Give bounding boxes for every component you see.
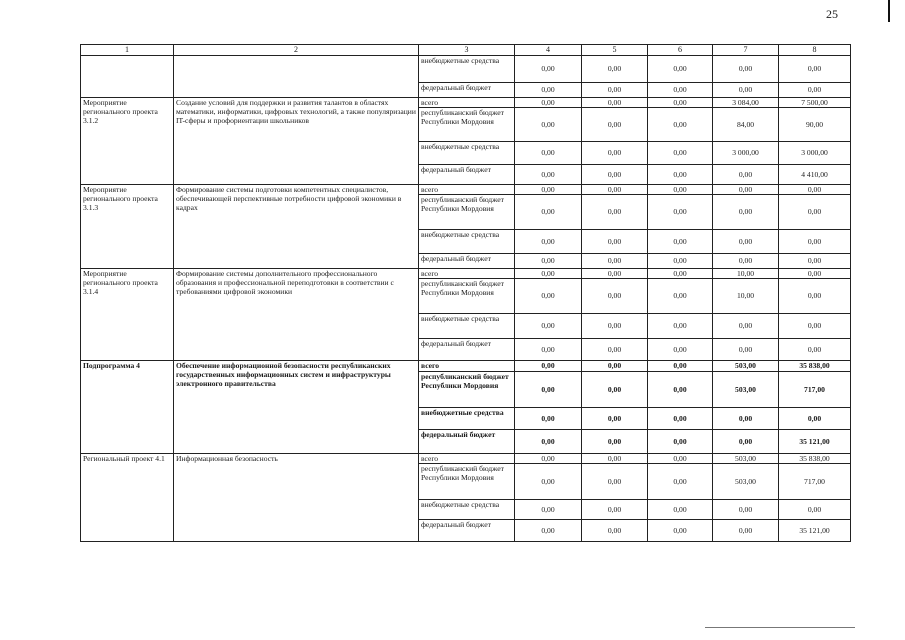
amount-cell: 0,00	[582, 229, 648, 253]
amount-cell: 4 410,00	[779, 164, 851, 184]
amount-cell: 0,00	[713, 338, 779, 360]
amount-cell: 0,00	[648, 141, 713, 164]
page-number: 25	[826, 7, 838, 21]
funding-source-cell: федеральный бюджет	[419, 164, 515, 184]
amount-cell: 0,00	[648, 164, 713, 184]
amount-cell: 35 121,00	[779, 520, 851, 542]
amount-cell: 3 000,00	[713, 141, 779, 164]
amount-cell: 0,00	[582, 313, 648, 338]
funding-source-cell: республиканский бюджет Республики Мордовия	[419, 107, 515, 141]
amount-cell: 35 121,00	[779, 429, 851, 453]
amount-cell: 0,00	[779, 194, 851, 229]
amount-cell: 0,00	[779, 313, 851, 338]
amount-cell: 0,00	[648, 338, 713, 360]
amount-cell: 0,00	[582, 184, 648, 194]
amount-cell: 0,00	[515, 107, 582, 141]
funding-source-cell: всего	[419, 184, 515, 194]
amount-cell: 0,00	[515, 55, 582, 82]
amount-cell: 0,00	[648, 55, 713, 82]
amount-cell: 0,00	[713, 229, 779, 253]
amount-cell: 0,00	[515, 278, 582, 313]
amount-cell: 0,00	[515, 97, 582, 107]
amount-cell: 0,00	[779, 407, 851, 429]
amount-cell: 0,00	[713, 194, 779, 229]
item-description-cell: Формирование системы дополнительного профессионального образования и профессиональной переподготовки в соответствии с требованиями цифровой экономики	[174, 268, 419, 360]
amount-cell: 0,00	[648, 360, 713, 371]
funding-source-cell: республиканский бюджет Республики Мордовия	[419, 278, 515, 313]
table-row	[81, 268, 851, 278]
item-name-cell: Подпрограмма 4	[81, 360, 174, 453]
amount-cell: 0,00	[648, 453, 713, 463]
amount-cell: 0,00	[648, 184, 713, 194]
amount-cell: 503,00	[713, 360, 779, 371]
amount-cell: 10,00	[713, 278, 779, 313]
amount-cell: 0,00	[648, 107, 713, 141]
amount-cell: 0,00	[515, 338, 582, 360]
amount-cell: 0,00	[648, 253, 713, 268]
column-header: 5	[582, 45, 648, 56]
item-name-cell: Региональный проект 4.1	[81, 453, 174, 541]
amount-cell: 0,00	[648, 229, 713, 253]
amount-cell: 0,00	[582, 429, 648, 453]
amount-cell: 0,00	[779, 268, 851, 278]
amount-cell: 0,00	[515, 464, 582, 500]
amount-cell: 3 000,00	[779, 141, 851, 164]
amount-cell: 0,00	[515, 313, 582, 338]
column-header: 3	[419, 45, 515, 56]
amount-cell: 0,00	[779, 82, 851, 97]
amount-cell: 0,00	[648, 313, 713, 338]
amount-cell: 0,00	[515, 360, 582, 371]
amount-cell: 3 084,00	[713, 97, 779, 107]
column-header: 1	[81, 45, 174, 56]
amount-cell: 0,00	[582, 371, 648, 407]
item-name-cell: Мероприятие регионального проекта 3.1.4	[81, 268, 174, 360]
amount-cell: 0,00	[582, 55, 648, 82]
funding-source-cell: республиканский бюджет Республики Мордовия	[419, 194, 515, 229]
amount-cell: 0,00	[515, 253, 582, 268]
amount-cell: 0,00	[713, 164, 779, 184]
item-description-cell: Обеспечение информационной безопасности республиканских государственных информационных систем и инфраструктуры электронного правительства	[174, 360, 419, 453]
amount-cell: 0,00	[582, 82, 648, 97]
funding-source-cell: всего	[419, 268, 515, 278]
amount-cell: 35 838,00	[779, 453, 851, 463]
amount-cell: 0,00	[648, 82, 713, 97]
amount-cell: 0,00	[582, 407, 648, 429]
item-description-cell: Информационная безопасность	[174, 453, 419, 541]
funding-source-cell: федеральный бюджет	[419, 429, 515, 453]
amount-cell: 7 500,00	[779, 97, 851, 107]
amount-cell: 0,00	[582, 268, 648, 278]
amount-cell: 503,00	[713, 371, 779, 407]
amount-cell: 0,00	[648, 500, 713, 520]
amount-cell: 0,00	[713, 429, 779, 453]
amount-cell: 503,00	[713, 464, 779, 500]
amount-cell: 0,00	[582, 253, 648, 268]
amount-cell: 0,00	[582, 194, 648, 229]
amount-cell: 0,00	[779, 253, 851, 268]
amount-cell: 0,00	[648, 278, 713, 313]
amount-cell: 0,00	[713, 520, 779, 542]
funding-source-cell: республиканский бюджет Республики Мордовия	[419, 464, 515, 500]
amount-cell: 0,00	[582, 107, 648, 141]
amount-cell: 0,00	[515, 500, 582, 520]
amount-cell: 503,00	[713, 453, 779, 463]
page-edge-mark	[888, 0, 890, 22]
column-header: 4	[515, 45, 582, 56]
amount-cell: 0,00	[515, 194, 582, 229]
funding-source-cell: всего	[419, 360, 515, 371]
footer-rule	[705, 627, 855, 628]
amount-cell: 0,00	[713, 313, 779, 338]
item-name-cell: Мероприятие регионального проекта 3.1.3	[81, 184, 174, 268]
amount-cell: 0,00	[779, 278, 851, 313]
item-description-cell: Формирование системы подготовки компетентных специалистов, обеспечивающей перспективные потребности цифровой экономики в кадрах	[174, 184, 419, 268]
amount-cell: 0,00	[582, 338, 648, 360]
amount-cell: 717,00	[779, 371, 851, 407]
column-header: 8	[779, 45, 851, 56]
amount-cell: 0,00	[779, 184, 851, 194]
amount-cell: 0,00	[713, 500, 779, 520]
item-name-cell	[81, 55, 174, 97]
column-header: 7	[713, 45, 779, 56]
amount-cell: 0,00	[779, 55, 851, 82]
item-name-cell: Мероприятие регионального проекта 3.1.2	[81, 97, 174, 184]
amount-cell: 0,00	[713, 82, 779, 97]
amount-cell: 0,00	[582, 164, 648, 184]
amount-cell: 0,00	[582, 278, 648, 313]
amount-cell: 0,00	[648, 371, 713, 407]
column-header: 2	[174, 45, 419, 56]
funding-source-cell: федеральный бюджет	[419, 253, 515, 268]
funding-source-cell: всего	[419, 97, 515, 107]
amount-cell: 0,00	[713, 253, 779, 268]
funding-source-cell: внебюджетные средства	[419, 407, 515, 429]
amount-cell: 90,00	[779, 107, 851, 141]
amount-cell: 0,00	[648, 268, 713, 278]
table-row	[81, 55, 851, 82]
amount-cell: 0,00	[515, 453, 582, 463]
funding-source-cell: внебюджетные средства	[419, 229, 515, 253]
amount-cell: 0,00	[648, 194, 713, 229]
amount-cell: 0,00	[582, 500, 648, 520]
amount-cell: 0,00	[582, 141, 648, 164]
amount-cell: 0,00	[648, 464, 713, 500]
amount-cell: 10,00	[713, 268, 779, 278]
column-number-row	[81, 45, 851, 56]
table-row	[81, 453, 851, 463]
amount-cell: 0,00	[582, 453, 648, 463]
amount-cell: 0,00	[515, 184, 582, 194]
amount-cell: 84,00	[713, 107, 779, 141]
amount-cell: 0,00	[582, 520, 648, 542]
funding-source-cell: федеральный бюджет	[419, 82, 515, 97]
amount-cell: 0,00	[713, 407, 779, 429]
amount-cell: 0,00	[515, 407, 582, 429]
amount-cell: 0,00	[515, 82, 582, 97]
amount-cell: 0,00	[713, 184, 779, 194]
item-description-cell: Создание условий для поддержки и развития талантов в областях математики, информатики, цифровых технологий, а также популяризации IT-сферы и профориентации школьников	[174, 97, 419, 184]
amount-cell: 0,00	[648, 520, 713, 542]
funding-source-cell: внебюджетные средства	[419, 55, 515, 82]
table-row	[81, 184, 851, 194]
amount-cell: 0,00	[648, 97, 713, 107]
amount-cell: 717,00	[779, 464, 851, 500]
amount-cell: 0,00	[713, 55, 779, 82]
column-header: 6	[648, 45, 713, 56]
amount-cell: 0,00	[779, 500, 851, 520]
funding-source-cell: всего	[419, 453, 515, 463]
funding-source-cell: внебюджетные средства	[419, 500, 515, 520]
amount-cell: 0,00	[779, 338, 851, 360]
amount-cell: 0,00	[582, 464, 648, 500]
amount-cell: 0,00	[515, 429, 582, 453]
amount-cell: 0,00	[515, 229, 582, 253]
item-description-cell	[174, 55, 419, 97]
amount-cell: 0,00	[648, 407, 713, 429]
amount-cell: 0,00	[515, 268, 582, 278]
amount-cell: 0,00	[515, 164, 582, 184]
funding-source-cell: внебюджетные средства	[419, 313, 515, 338]
amount-cell: 0,00	[779, 229, 851, 253]
budget-table	[80, 44, 851, 542]
funding-source-cell: федеральный бюджет	[419, 338, 515, 360]
amount-cell: 35 838,00	[779, 360, 851, 371]
amount-cell: 0,00	[582, 97, 648, 107]
funding-source-cell: внебюджетные средства	[419, 141, 515, 164]
funding-source-cell: федеральный бюджет	[419, 520, 515, 542]
funding-source-cell: республиканский бюджет Республики Мордовия	[419, 371, 515, 407]
amount-cell: 0,00	[515, 371, 582, 407]
amount-cell: 0,00	[515, 520, 582, 542]
amount-cell: 0,00	[515, 141, 582, 164]
amount-cell: 0,00	[648, 429, 713, 453]
table-row	[81, 97, 851, 107]
amount-cell: 0,00	[582, 360, 648, 371]
table-row	[81, 360, 851, 371]
